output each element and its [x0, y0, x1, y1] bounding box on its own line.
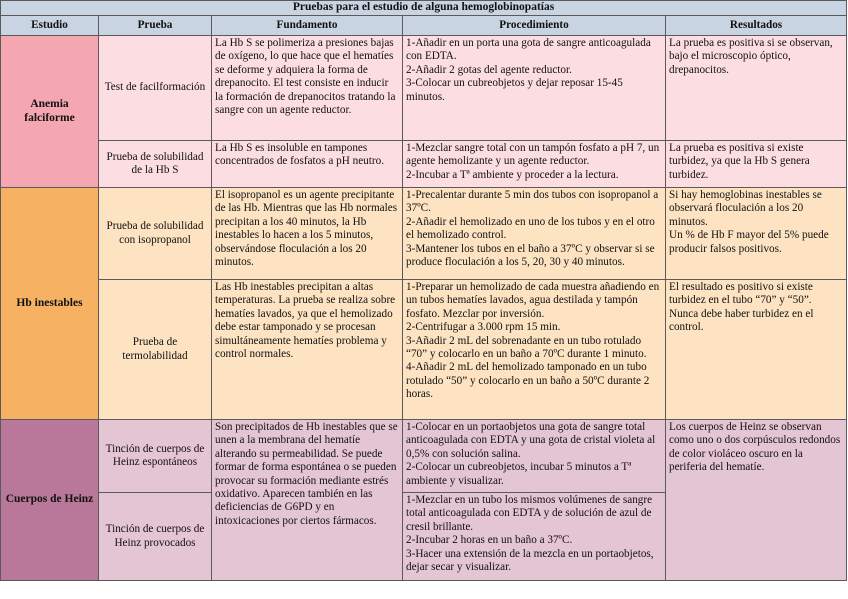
header-resultados: Resultados: [666, 16, 847, 36]
fundamento-cell: La Hb S es insoluble en tampones concentrados de fosfatos a pH neutro.: [212, 141, 403, 188]
test-name: Test de facilformación: [99, 36, 212, 141]
procedimiento-cell: [403, 493, 666, 581]
procedure-step: 3-Colocar un cubreobjetos y dejar reposar 15-45 minutos.: [406, 77, 623, 103]
procedure-step: 3-Hacer una extensión de la mezcla en un portaobjetos, dejar secar y visualizar.: [406, 547, 654, 574]
procedure-step: 4-Añadir 2 mL del hemolizado tamponado en un tubo rotulado “50” y colocarlo en un baño a 50ºC durante 2 horas.: [406, 361, 650, 401]
procedure-step: 1-Mezclar sangre total con un tampón fosfato a pH 7, un agente hemolizante y un agente reductor.: [406, 142, 660, 168]
test-name: Prueba de solubilidad de la Hb S: [99, 141, 212, 188]
procedimiento-cell: [403, 188, 666, 280]
procedure-step: 2-Incubar 2 horas en un baño a 37ºC.: [406, 534, 573, 547]
procedimiento-cell: [403, 141, 666, 188]
fundamento-cell: La Hb S se polimeriza a presiones bajas de oxígeno, lo que hace que el hematíes se deforme y adquiera la forma de drepanocito. El test consiste en inducir la formación de drepanocitos tratando la sangre con un agente reductor.: [212, 36, 403, 141]
fundamento-cell: El isopropanol es un agente precipitante de las Hb. Mientras que las Hb normales precipitan a los 40 minutos, la Hb inestables lo hacen a los 5 minutos, observándose floculación a los 20 minutos.: [212, 188, 403, 280]
procedure-step: 1-Colocar en un portaobjetos una gota de sangre total anticoagulada con EDTA y una gota de cristal violeta al 0,5% con solución salina.: [406, 421, 656, 460]
procedure-step: 3-Mantener los tubos en el baño a 37ºC y observar si se produce floculación a los 5, 20, 30 y 40 minutos.: [406, 242, 655, 269]
procedure-step: 2-Añadir el hemolizado en uno de los tubos y en el otro el hemolizado control.: [406, 215, 655, 242]
header-estudio: Estudio: [1, 16, 99, 36]
resultados-cell: La prueba es positiva si existe turbidez, ya que la Hb S genera turbidez.: [666, 141, 847, 188]
header-fundamento: Fundamento: [212, 16, 403, 36]
test-name: Tinción de cuerpos de Heinz espontáneos: [99, 420, 212, 493]
procedure-step: 2-Colocar un cubreobjetos, incubar 5 minutos a Tª ambiente y visualizar.: [406, 461, 632, 487]
resultados-cell: La prueba es positiva si se observan, bajo el microscopio óptico, drepanocitos.: [666, 36, 847, 141]
result-line: Si hay hemoglobinas inestables se observará floculación a los 20 minutos.: [669, 189, 822, 228]
table-row: [1, 420, 847, 493]
procedure-step: 1-Preparar un hemolizado de cada muestra añadiendo en un tubos hematíes lavados, agua destilada y tampón fosfato. Mezclar por inversión.: [406, 281, 660, 320]
table-row: [1, 36, 847, 141]
table-row: [1, 188, 847, 280]
procedure-step: 1-Mezclar en un tubo los mismos volúmenes de sangre total anticoagulada con EDTA y de solución de azul de cresil brillante.: [406, 494, 653, 533]
procedimiento-cell: [403, 36, 666, 141]
procedure-step: 1-Precalentar durante 5 min dos tubos con isopropanol a 37ºC.: [406, 189, 659, 215]
header-prueba: Prueba: [99, 16, 212, 36]
result-line: El resultado es positivo si existe turbidez en el tubo “70” y “50”.: [669, 281, 813, 307]
study-anemia-falciforme: Anemia falciforme: [1, 36, 99, 188]
table-row: [1, 280, 847, 420]
study-hb-inestables: Hb inestables: [1, 188, 99, 420]
resultados-cell: Los cuerpos de Heinz se observan como uno o dos corpúsculos redondos de color violáceo oscuro en la periferia del hematíe.: [666, 420, 847, 581]
procedimiento-cell: [403, 280, 666, 420]
resultados-cell: [666, 280, 847, 420]
procedimiento-cell: [403, 420, 666, 493]
fundamento-cell: Son precipitados de Hb inestables que se unen a la membrana del hematíe alterando su permeabilidad. Se puede formar de forma espontánea o se pueden provocar su formación mediante estrés oxidativo. Aparecen también en las deficiencias de G6PD y en intoxicaciones por ciertos fármacos.: [212, 420, 403, 581]
header-procedimiento: Procedimiento: [403, 16, 666, 36]
table-row: [1, 141, 847, 188]
procedure-step: 3-Añadir 2 mL del sobrenadante en un tubo rotulado “70” y colocarlo en un baño a 70ºC durante 1 minuto.: [406, 334, 647, 361]
study-cuerpos-de-heinz: Cuerpos de Heinz: [1, 420, 99, 581]
fundamento-cell: Las Hb inestables precipitan a altas temperaturas. La prueba se realiza sobre hematíes lavados, ya que el hemolizado debe estar tamponado y se procesan simultáneamente hematíes problema y control normales.: [212, 280, 403, 420]
test-name: Tinción de cuerpos de Heinz provocados: [99, 493, 212, 581]
procedure-step: 2-Incubar a Tª ambiente y proceder a la lectura.: [406, 168, 619, 181]
procedure-step: 1-Añadir en un porta una gota de sangre anticoagulada con EDTA.: [406, 37, 651, 63]
result-line: Nunca debe haber turbidez en el control.: [669, 307, 814, 334]
table-title: Pruebas para el estudio de alguna hemoglobinopatías: [1, 1, 847, 16]
resultados-cell: [666, 188, 847, 280]
result-line: Un % de Hb F mayor del 5% puede producir falsos positivos.: [669, 229, 829, 255]
test-name: Prueba de termolabilidad: [99, 280, 212, 420]
procedure-step: 2-Centrifugar a 3.000 rpm 15 min.: [406, 321, 561, 334]
procedure-step: 2-Añadir 2 gotas del agente reductor.: [406, 63, 572, 76]
test-name: Prueba de solubilidad con isopropanol: [99, 188, 212, 280]
